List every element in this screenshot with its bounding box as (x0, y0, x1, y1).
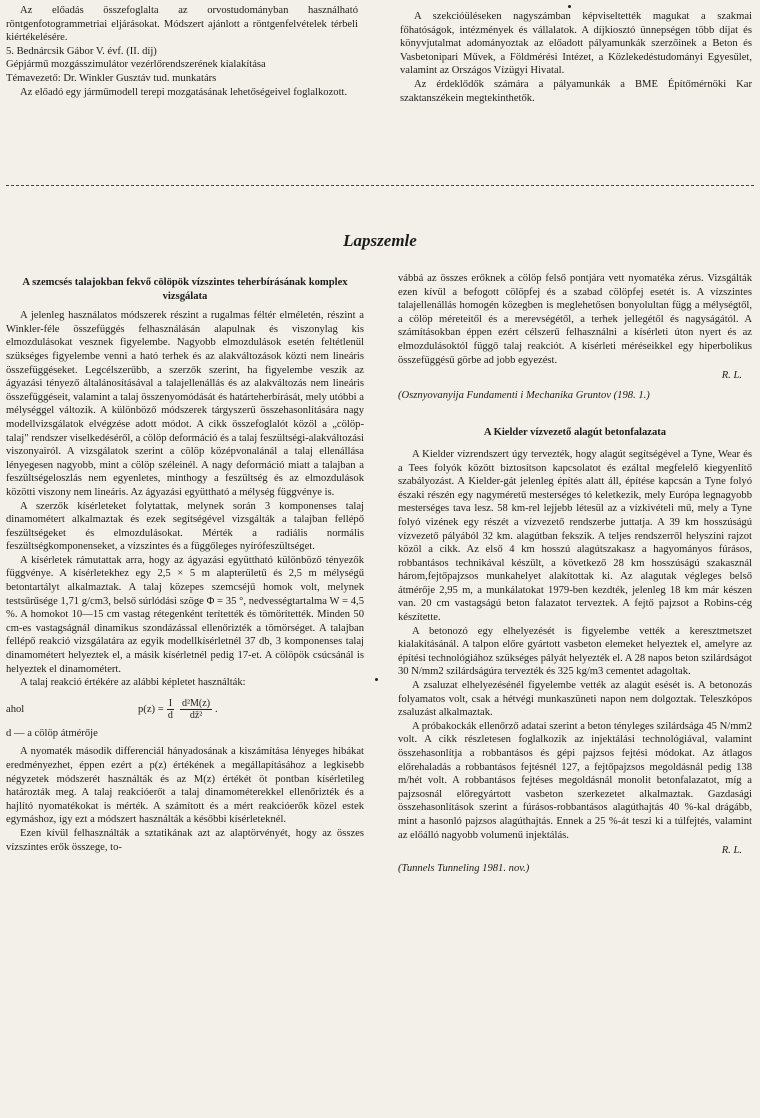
paragraph: Témavezető: Dr. Winkler Gusztáv tud. munkatárs (6, 72, 217, 84)
paragraph: Az előadó egy járműmodell terepi mozgatásának lehetőségeivel foglalkozott. (20, 86, 348, 98)
formula-numerator: I (168, 697, 173, 709)
article-heading: A szemcsés talajokban fekvő cölöpök vízszintes teherbírásának komplex vizsgálata (22, 277, 348, 302)
paragraph: vábbá az összes erőknek a cölöp felső pontjára vett nyomatéka zérus. Vizsgálták ezen kívül a befogott cölöpfej és a szabad cölöpfej esetét is. A vízszintes talajellenállás homogén közegben is meglehetősen bonyolultan függ a mélységtől, a cölöp méreteitől és a merevségétől, a terhek jellegétől és nagyságától. A számításokban éppen ezért célszerű felhasználni a kísérleti úton nyert és az elmozdulásoktól függő talaj reakciót. A kísérleti méréseikkel egy hiperbolikus összefüggésű görbe ad jobb egyezést. (398, 273, 752, 366)
paragraph: A jelenleg használatos módszerek részint a rugalmas féltér elméletén, részint a Winkler-féle összefüggés felhasználásán alapulnak és viszonylag kis elmozdulásokat vesznek figyelembe. Nagyobb elmozdulások esetén feltétlenül szükséges figyelembe venni a ható terhek és az alakváltozások közti nem lineáris összefüggéseket. Legcélszerűbb, a szerzők szerint, ha figyelembe veszik az ágyazási tényező általánosításával a talajellenállás és az alakváltozás nem lineáris összefüggéseit, valamint a talaj összenyomódását és határteherbírását, mely utóbbi a mélységgel változik. A különböző módszerek tárgyszerű összehasonlítására nagy modellvizsgálatok elvégzése adott módot. A cikk összefoglalót közöl a „cölöp- talaj" rendszer viselkedéséről, a cölöp deformáció és a talaj feszültségi-alakváltozási viszonyairól. A vizsgálatok szerint a cölöp középvonalánál a talaj ellenállása lényegesen nagyobb, mint a cölöp széleinél. A nagy deformáció miatt a talajban a feszültségeloszlás nem egyenletes, minthogy a feszültség és az elmozdulások közötti viszony nem lineáris. Az ágyazási együttható a mélység függvénye is. (6, 310, 364, 498)
formula-end: . (215, 703, 218, 715)
author-signature: R. L. (721, 370, 742, 382)
top-left-block (6, 4, 358, 99)
section-title: Lapszemle (343, 231, 417, 250)
paragraph: A szerzők kísérleteket folytattak, melynek során 3 komponenses talaj dinamométert alkalmaztak és ezek segítségével vizsgálták a talajban fellépő feszültségeket és elmozdulásokat. Mérték a radiális normális feszültségkomponenseket, a vízszintes és a függőleges nyírófeszültséget. (6, 500, 364, 553)
paragraph: A szekcióüléseken nagyszámban képviseltették magukat a szakmai főhatóságok, intézmények és vállalatok. A díjkiosztó ünnepségen több díjat és könyvjutalmat adományoztak az előadott pályamunkák szerzőinek a Beton és Vasbetonipari Művek, a Földmérési Intézet, a Közlekedéstudományi Egyesület, valamint az Országos Vízügyi Hivatal. (400, 11, 752, 77)
formula-denominator: dž² (189, 709, 203, 721)
article-heading: A Kielder vízvezető alagút betonfalazata (483, 427, 667, 439)
formula-lhs: p(z) = (138, 703, 164, 715)
bullet-dot (568, 5, 571, 8)
formula-numerator: d²M(z) (182, 697, 211, 709)
list-item-title: 5. Bednárcsik Gábor V. évf. (II. díj) (6, 45, 157, 57)
formula-fraction (167, 698, 174, 721)
divider (6, 185, 754, 186)
author-signature: R. L. (721, 845, 742, 857)
formula (6, 698, 364, 721)
article-right-column (398, 272, 752, 875)
paragraph: A talaj reakció értékére az alábbi képletet használták: (20, 677, 246, 689)
paragraph: Az előadás összefoglalta az orvostudományban használható röntgenfotogrammetriai eljárásokat. Módszert ajánlott a röntgenfelvételek térbeli kiértékelésére. (6, 5, 358, 44)
paragraph: A zsaluzat elhelyezésénél figyelembe vették az alagút esését is. A betonozás folyamatos volt, csak a hétvégi munkaszüneti napon nem dolgoztak. Teleszkópos zsaluzást alkalmaztak. (398, 680, 752, 719)
paragraph: A betonozó egy elhelyezését is figyelembe vették a keresztmetszet kialakításánál. A talpon előre gyártott vasbeton elemeket helyeztek el, amelyre az építési technológiához szükséges pályát helyezték el. A 28 napos beton szilárdságot 30 N/mm2 szilárdságúra tervezték és 325 kg/m3 cementet adagoltak. (398, 625, 752, 678)
paragraph: A Kielder vízrendszert úgy tervezték, hogy alagút segítségével a Tyne, Wear és a Tees folyók között biztosítson kapcsolatot és ezáltal megfelelő kiegyenlítő szabályozást. A Kielder-gát jelenleg építés alatt áll, építése kapcsán a Tyne folyó északi részén egy nagyméretű mesterséges tó keletkezik, mely Európa legnagyobb mesterséges tava lesz. 58 km-rel lejjebb létesül az a vízkivételi mű, mely a Tyne folyó vizének egy részét a vízvezető rendszerbe juttatja. A 39 km hosszúságú vízvezető pályából 32 km. alagútban fekszik. A teljes rendszerről helyszíni rajzot közöl a cikk. Az első 4 km hosszú alagútszakasz a hagyományos fúrásos, robbantásos technikával készült, a következő 28 km hosszúságú szakasznál három,fejtőpajzsos munkahelyet alakítottak ki. Az alagutak végleges belső átmérője 2,95 m, a munkálatokat 1979-ben kezdték, jelenleg 18 km már készen van. 20 cm vastagságú beton falazatot terveztek. A fejtő pajzsot a Robins-cég készítette. (398, 448, 752, 624)
formula-denominator: d (167, 709, 173, 721)
definition: d — a cölöp átmérője (6, 727, 98, 739)
source-citation: (Osznyovanyija Fundamenti i Mechanika Gruntov (198. 1.) (398, 389, 650, 401)
article-left-column (6, 276, 364, 854)
paragraph: Ezen kívül felhasználták a sztatikának azt az alaptörvényét, hogy az összes vízszintes erők összege, to- (6, 827, 364, 853)
bullet-dot (375, 678, 378, 681)
source-citation: (Tunnels Tunneling 1981. nov.) (398, 862, 530, 874)
top-right-block (400, 10, 752, 105)
formula-ahol: ahol (6, 703, 25, 715)
paragraph: A nyomaték második differenciál hányadosának a kiszámítása lényeges hibákat eredményezhet, éppen ezért a p(z) értékének a megállapításához a legkisebb négyzetek módszerét használták és az M(z) értékét öt pontban kísérletileg határozták meg. A talaj reakcióerőt a talaj dinamométerekkel ellenőrizték és a hajlító nyomatékokat is mérték. A számított és a mért reakcióerők közel estek egymáshoz, így ezt a módszert használták a későbbi kísérleteknél. (6, 746, 364, 826)
paragraph: Gépjármű mozgásszimulátor vezérlőrendszerének kialakítása (6, 59, 266, 71)
paragraph: A kísérletek rámutattak arra, hogy az ágyazási együttható különböző tényezők függvénye. A kísérletekhez egy 2,5 × 5 m alapterületű és 2,5 m mélységű betontartályt alkalmaztak. A talaj közepes szemcséjű homok volt, melynek testsűrűsége 1,71 g/cm3, belső súrlódási szöge Φ = 35 °, nedvességtartalma W = 4,5 %. A homokot 10—15 cm vastag rétegenként terítették és tömörítették. Minden 50 cm-es vastagságnál dinamikus szondázással ellenőrizték a tömörséget. A talajban fellépő reakció vizsgálatára az egyik modellkísérletnél 37 db, 3 komponenses talaj dinamométert helyeztek el, a másik kísérletnél pedig 17-et. A cölöpök csúcsánál is helyeztek el dinamométert. (6, 554, 364, 675)
formula-fraction (180, 698, 212, 721)
paragraph: A próbakockák ellenőrző adatai szerint a beton tényleges szilárdsága 45 N/mm2 volt. A cikk részletesen foglalkozik az injektálási technológiával, valamint összehasonlítja a robbantásos és gépi pajzsos fejtési módokat. Az átlagos előrehaladás a robbantásos fejtésnél 127, a fejtőpajzsos megoldásnál pedig 138 m/hét volt. A robbantásos fejtéses megoldásnál monolit betonfalazatot, míg a pajzsosnál előregyártott vasbeton szerkezetet alkalmaztak. Gazdasági összehasonlítások szerint a fúrásos-robbantásos alagúthajtás 40 %-kal drágább, mint a hasonló pajzsos alagúthajtás. Ennek a 25 %-át teszi ki a túlfejtés, valamint az előálló nagyobb volumenű injektálás. (398, 720, 752, 841)
paragraph: Az érdeklődők számára a pályamunkák a BME Építőmérnöki Kar szaktanszékein megtekinthetők. (400, 78, 752, 104)
